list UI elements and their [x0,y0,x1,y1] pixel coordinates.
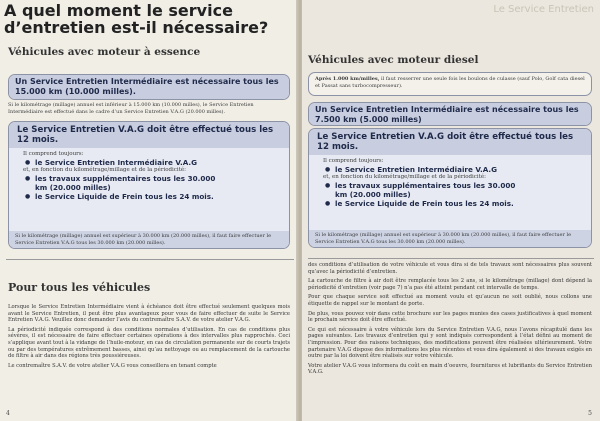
petrol-interval-box [8,74,290,100]
bullet-extra-work-right: ● les travaux supplémentaires tous les 30.000 km (20.000 milles) [323,181,525,199]
right-body-text [308,262,592,379]
heading-diesel-vehicles: Véhicules avec moteur diesel [308,54,479,66]
left-page [0,0,298,421]
diesel-note-mileage: Après 1.000 km/milles, [315,76,380,82]
bullet-intermediate-left: ● le Service Entretien Intermédiaire V.A.G [23,158,283,167]
bullet-extra-work-left: ● les travaux supplémentaires tous les 30.000 km (20.000 milles) [23,174,225,192]
vag-service-box-left [8,121,290,249]
petrol-interval-note: Si le kilométrage (millage) annuel est inférieur à 15.000 km (10.000 milles), le Service Entretien Intermédiaire est effectué dans le cadre d’un Service Entretien V.A.G (20.000 milles). [8,102,254,115]
bullet-brake-fluid-right: ● le Service Liquide de Frein tous les 24 mois. [323,199,585,208]
bullet-intermediate-right: ● le Service Entretien Intermédiaire V.A.G [323,165,585,174]
comprises-label-right: Il comprend toujours: [323,158,384,164]
paragraph-costs: Votre atelier V.A.G vous informera du coût en main d’oeuvre, fournitures et lubrifiants du Service Entretien V.A.G. [308,362,592,376]
paragraph-advisor: Le contremaître S.A.V. de votre atelier V.A.G vous conseillera en tenant compte [8,362,217,369]
vag-service-note-left: Si le kilométrage (millage) annuel est supérieur à 30.000 km (20.000 milles), il faut faire effectuer le Service Entretien V.A.G tous les 30.000 km (20.000 milles). [9,231,289,248]
vag-service-note-right: Si le kilométrage (millage) annuel est supérieur à 30.000 km (20.000 milles), il faut faire effectuer le Service Entretien V.A.G tous les 30.000 km (20.000 milles). [309,230,591,247]
divider-left [6,259,294,260]
conditional-label-right: et, en fonction du kilométrage/millage et de la périodicité: [323,174,486,180]
vag-service-heading-right: Le Service Entretien V.A.G doit être effectué tous les 12 mois. [309,129,591,155]
paragraph-intermediate-advice: Lorsque le Service Entretien Intermédiaire vient à échéance doit être effectué seulement quelques mois avant le Service Entretien, il peut être plus avantageux pour vous de faire effectuer de suite le Service Entretien V.A.G. Veuillez donc demander l’avis du contremaître S.A.V. de votre atelier V.A.G. [8,304,290,324]
conditional-label-left: et, en fonction du kilométrage/millage et de la périodicité: [23,167,186,173]
divider-right [308,258,594,259]
left-body-text [8,304,290,372]
petrol-interval-text: Un Service Entretien Intermédiaire est nécessaire tous les 15.000 km (10.000 milles). [9,75,289,100]
heading-petrol-vehicles: Véhicules avec moteur à essence [8,46,201,58]
paragraph-reminder-label: Pour que chaque service soit effectué au moment voulu et qu’aucun ne soit oublié, nous collons une étiquette de rappel sur le montant de porte. [308,294,592,307]
diesel-interval-text: Un Service Entretien Intermédiaire est nécessaire tous les 7.500 km (5.000 milles) [309,103,591,126]
bullet-brake-fluid-left: ● le Service Liquide de Frein tous les 24 mois. [23,192,283,201]
vag-service-box-right [308,128,592,248]
heading-all-vehicles: Pour tous les véhicules [8,281,151,294]
page-number-right: 5 [588,410,592,417]
paragraph-conditions: des conditions d’utilisation de votre véhicule et vous dira si de tels travaux sont nécessaires plus souvent qu’avec la périodicité d’entretien. [308,262,592,275]
page-title: A quel moment le service d’entretien est-il nécessaire? [4,1,269,37]
diesel-interval-box [308,102,592,126]
comprises-label-left: Il comprend toujours: [23,151,84,157]
bleed-through-title: Le Service Entretien [493,4,594,15]
diesel-head-bolts-box [308,72,592,96]
diesel-note-text: il faut resserrer une seule fois les boulons de culasse (sauf Polo, Golf cata diesel et Passat sans turbocompresseur). [315,76,585,89]
paragraph-brochure-pages: De plus, vous pouvez voir dans cette brochure sur les pages munies des cases justificatives à quel moment le prochain service doit être effectué. [308,310,592,324]
page-number-left: 4 [6,410,10,417]
vag-service-heading-left: Le Service Entretien V.A.G doit être effectué tous les 12 mois. [9,122,289,148]
paragraph-service-contents: Ce qui est nécessaire à votre véhicule lors du Service Entretien V.A.G, nous l’avons récapitulé dans les pages suivantes. Les travaux d’entretien qui y sont indiqués correspondent à l’état défini au moment de l’impression. Pour des raisons techniques, des modifications peuvent être réalisées ultérieurement. Votre partenaire V.A.G dispose des informations les plus récentes et vous dira également si des travaux exigés en outre par la loi doivent être réalisés sur votre véhicule. [308,326,592,360]
paragraph-air-filter: La cartouche de filtre à air doit être remplacée tous les 2 ans, si le kilométrage (millage) dont dépend la périodicité d’entretien (voir page 7) n’a pas été atteint pendant cet intervalle de temps. [308,278,592,291]
paragraph-severe-conditions: La périodicité indiquée correspond à des conditions normales d’utilisation. En cas de conditions plus sévères, il est nécessaire de faire effectuer certaines opérations à des intervalles plus rapprochés. Ceci s’applique avant tout à la vidange de l’huile-moteur, en cas de circulation permanente sur de courts trajets ou par des températures extrêmement basses, ainsi qu’au nettoyage ou au remplacement de la cartouche de filtre à air dans des régions très poussiéreuses. [8,326,290,360]
right-page [302,0,600,421]
